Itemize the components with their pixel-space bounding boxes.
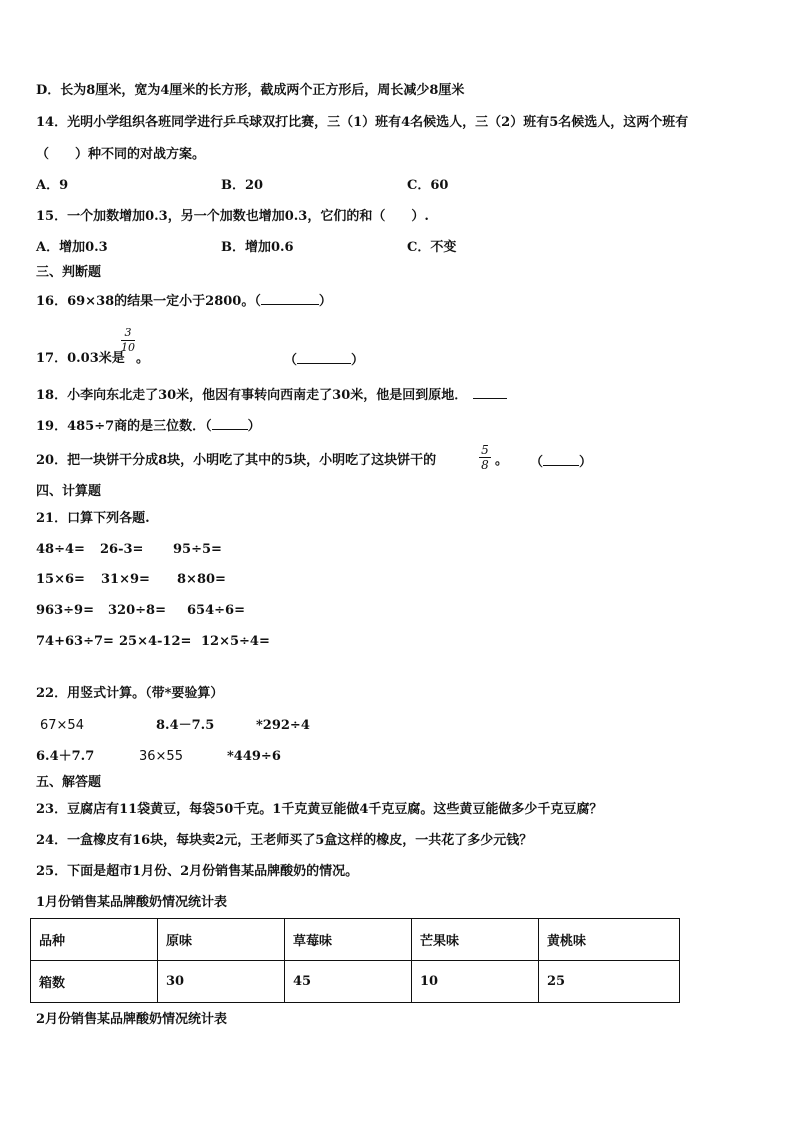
- q18-question: [36, 386, 507, 404]
- table-header-row: [31, 919, 680, 961]
- table-cell: 30: [158, 961, 285, 1003]
- q22-item: 36×55: [139, 749, 183, 764]
- q17-text: 17．0.03米是: [36, 351, 125, 366]
- q17-question: [36, 351, 125, 367]
- q21-item: 48÷4=: [36, 542, 85, 557]
- q16-question: [36, 292, 332, 310]
- table-header-cell: 原味: [158, 919, 285, 961]
- q22-item: 67×54: [40, 718, 84, 733]
- q21-item: 654÷6=: [187, 603, 245, 618]
- table-header-cell: 草莓味: [285, 919, 412, 961]
- q21-item: 15×6=: [36, 572, 85, 587]
- q21-item: 963÷9=: [36, 603, 94, 618]
- q20-frac-denominator: 8: [481, 458, 489, 472]
- q21-item: 95÷5=: [173, 542, 222, 557]
- q17-paren-close: ）: [351, 353, 365, 368]
- q21-item: 12×5÷4=: [201, 634, 270, 649]
- section-judge-heading: 三、判断题: [36, 265, 102, 280]
- q13-option-d: D．长为8厘米，宽为4厘米的长方形，截成两个正方形后，周长减少8厘米: [36, 83, 465, 98]
- q22-item: *292÷4: [256, 718, 310, 733]
- section-calc-heading: 四、计算题: [36, 484, 102, 499]
- table-row: [31, 961, 680, 1003]
- q21-item: 31×9=: [101, 572, 150, 587]
- q14-text-line1: 14．光明小学组织各班同学进行乒乓球双打比赛，三（1）班有4名候选人，三（2）班有5名候选人，这两个班有: [36, 115, 689, 130]
- q17-answer: [284, 351, 364, 369]
- q17-period: 。: [136, 351, 150, 366]
- q23-text: 23．豆腐店有11袋黄豆，每袋50千克。1千克黄豆能做4千克豆腐。这些黄豆能做多少千克豆腐？: [36, 802, 603, 817]
- q20-question: [36, 453, 436, 469]
- q22-title: 22．用竖式计算。（带*要验算）: [36, 686, 224, 701]
- q22-item: 8.4－7.5: [156, 718, 215, 733]
- q14-option-b: B．20: [221, 178, 264, 193]
- table1-title: 1月份销售某品牌酸奶情况统计表: [36, 895, 228, 910]
- q20-paren-open: （: [530, 455, 544, 470]
- section-solve-heading: 五、解答题: [36, 775, 102, 790]
- q20-answer: [530, 453, 592, 471]
- q16-text: 16．69×38的结果一定小于2800。（: [36, 294, 261, 309]
- q14-option-a: A．9: [36, 178, 69, 193]
- q16-paren-close: ）: [318, 294, 332, 309]
- q24-text: 24．一盒橡皮有16块，每块卖2元，王老师买了5盒这样的橡皮，一共花了多少元钱？: [36, 833, 533, 848]
- q17-frac-denominator: 10: [121, 341, 135, 354]
- q14-text-line2: （ ）种不同的对战方案。: [36, 147, 206, 162]
- table-cell: 箱数: [31, 961, 158, 1003]
- q19-text: 19．485÷7商的是三位数．（: [36, 419, 212, 434]
- q19-answer-blank[interactable]: [212, 417, 248, 430]
- q21-item: 25×4-12=: [119, 634, 192, 649]
- table-cell: 45: [285, 961, 412, 1003]
- q20-fraction: [479, 444, 491, 471]
- q21-item: 74+63÷7=: [36, 634, 114, 649]
- table-header-cell: 黄桃味: [539, 919, 680, 961]
- table-header-cell: 品种: [31, 919, 158, 961]
- q20-frac-numerator: 5: [481, 443, 489, 457]
- q16-answer-blank[interactable]: [261, 292, 319, 305]
- yogurt-sales-table-january: [30, 918, 680, 1003]
- table-cell: 25: [539, 961, 680, 1003]
- q20-period: 。: [495, 453, 509, 468]
- q15-option-b: B．增加0.6: [221, 240, 294, 255]
- q17-answer-blank[interactable]: [297, 351, 351, 364]
- q21-item: 320÷8=: [108, 603, 166, 618]
- table2-title: 2月份销售某品牌酸奶情况统计表: [36, 1012, 228, 1027]
- q21-item: 26-3=: [100, 542, 144, 557]
- q15-text: 15．一个加数增加0.3，另一个加数也增加0.3，它们的和（ ）.: [36, 209, 429, 224]
- q20-answer-blank[interactable]: [543, 453, 579, 466]
- q18-text: 18．小李向东北走了30米，他因有事转向西南走了30米，他是回到原地．: [36, 388, 468, 403]
- q20-paren-close: ）: [579, 455, 593, 470]
- q15-option-c: C．不变: [407, 240, 457, 255]
- q17-paren-open: （: [284, 353, 298, 368]
- q21-title: 21．口算下列各题.: [36, 511, 150, 526]
- q15-option-a: A．增加0.3: [36, 240, 108, 255]
- q18-answer-blank[interactable]: [473, 386, 507, 399]
- q19-paren-close: ）: [247, 419, 261, 434]
- q17-fraction: [121, 327, 135, 354]
- q22-item: *449÷6: [227, 749, 281, 764]
- table-cell: 10: [412, 961, 539, 1003]
- q20-text: 20．把一块饼干分成8块，小明吃了其中的5块，小明吃了这块饼干的: [36, 453, 437, 468]
- q21-item: 8×80=: [177, 572, 226, 587]
- q22-item: 6.4＋7.7: [36, 749, 95, 764]
- q19-question: [36, 417, 261, 435]
- q17-frac-numerator: 3: [124, 326, 132, 339]
- q14-option-c: C．60: [407, 178, 449, 193]
- table-header-cell: 芒果味: [412, 919, 539, 961]
- q25-text: 25．下面是超市1月份、2月份销售某品牌酸奶的情况。: [36, 864, 359, 879]
